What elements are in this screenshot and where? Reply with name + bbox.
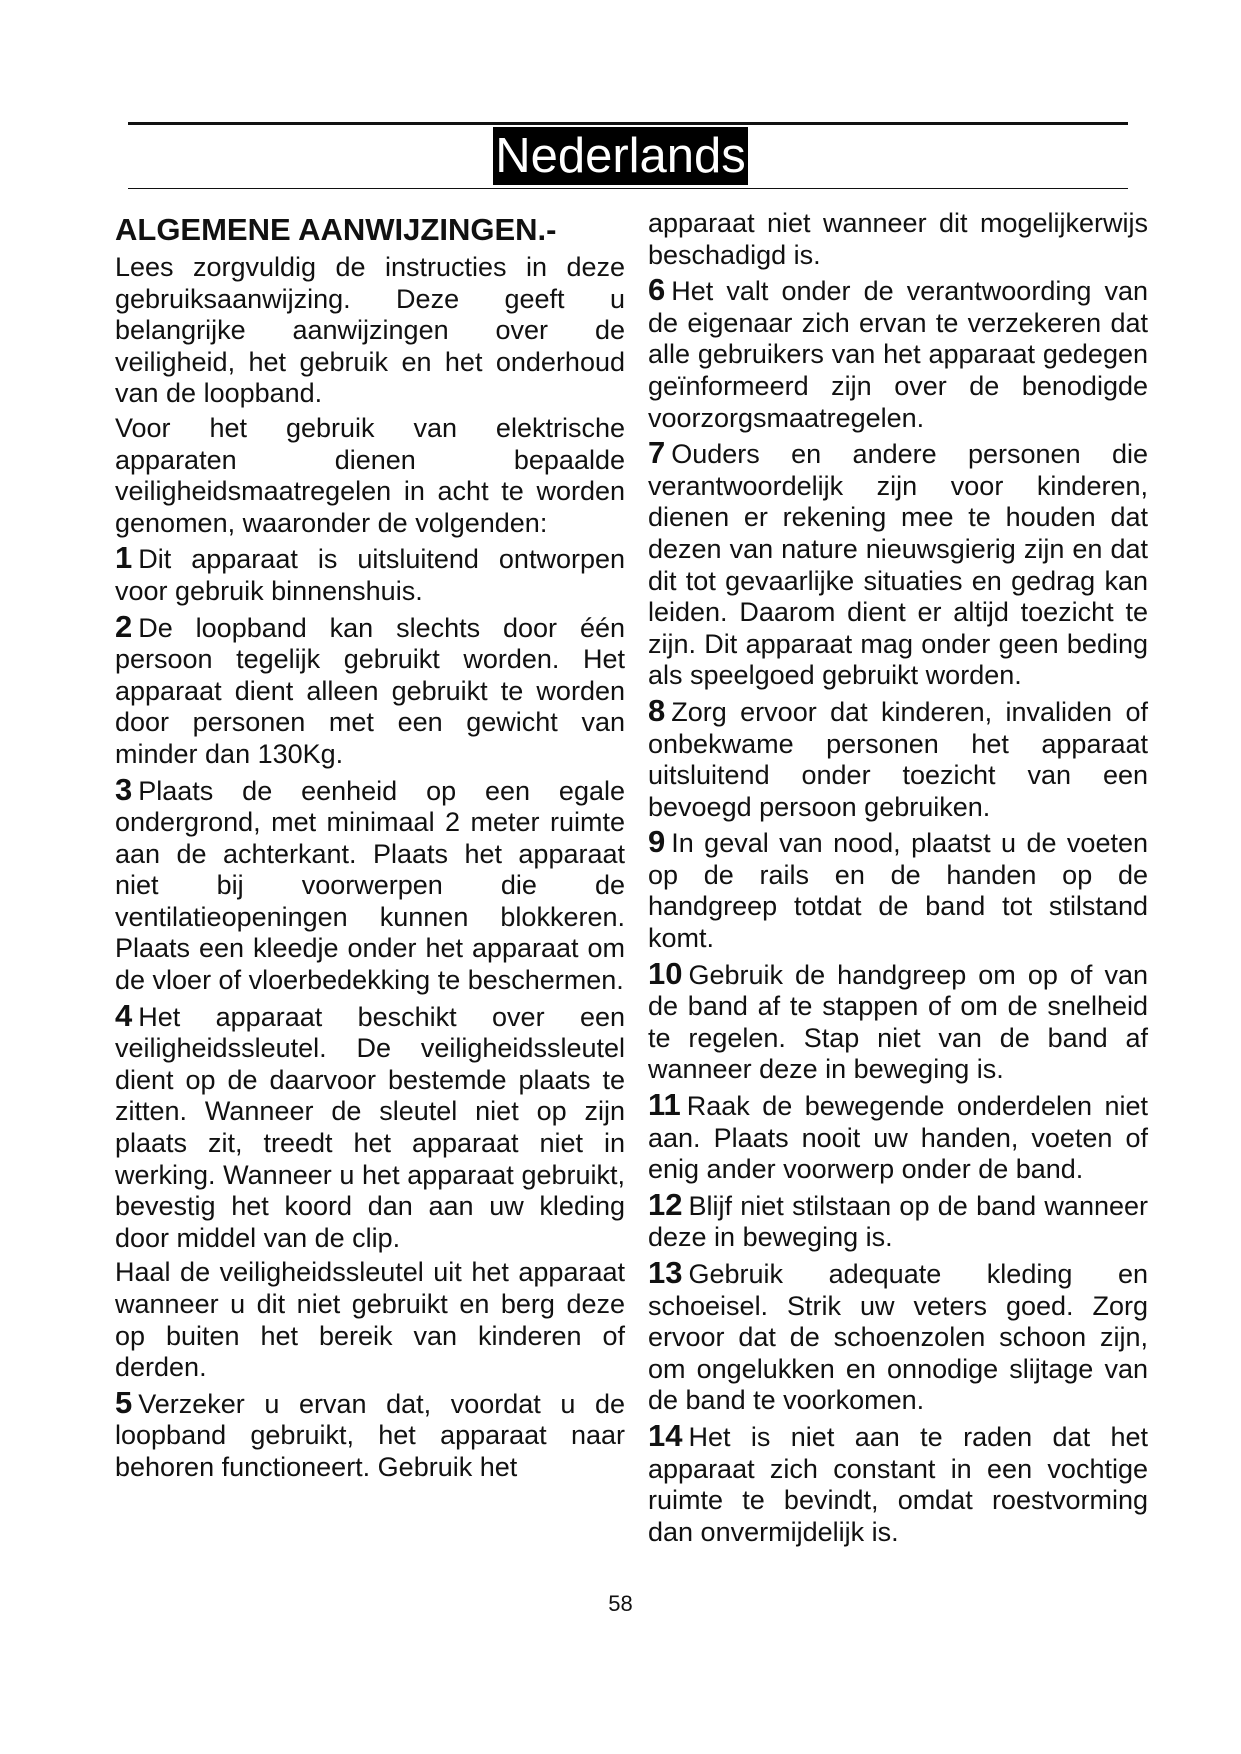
item-text: Het is niet aan te raden dat het apparaat zich constant in een vochtige ruimte te bevindt, omdat roestvorming dan onvermijdelijk is. xyxy=(648,1421,1148,1547)
list-item xyxy=(648,1257,1148,1417)
item-number: 5 xyxy=(115,1384,133,1420)
list-item xyxy=(115,1384,625,1484)
item-text: Het valt onder de verantwoording van de eigenaar zich ervan te verzekeren dat alle gebruikers van het apparaat gedegen geïnformeerd zijn over de benodigde voorzorgsmaatregelen. xyxy=(648,276,1148,433)
item-text: Ouders en andere personen die verantwoordelijk zijn voor kinderen, dienen er rekening mee te houden dat dezen van nature nieuwsgierig zijn en dat dit tot gevaarlijke situaties en gedrag kan leiden. Daarom dient er altijd toezicht te zijn. Dit apparaat mag onder geen beding als speelgoed gebruikt worden. xyxy=(648,439,1148,691)
item-text: Raak de bewegende onderdelen niet aan. Plaats nooit uw handen, voeten of enig ander voorwerp onder de band. xyxy=(648,1091,1148,1185)
item-text: Verzeker u ervan dat, voordat u de loopband gebruikt, het apparaat naar behoren functioneert. Gebruik het xyxy=(115,1388,625,1482)
intro-paragraph: Lees zorgvuldig de instructies in deze gebruiksaanwijzing. Deze geeft u belangrijke aanwijzingen over de veiligheid, het gebruik en het onderhoud van de loopband. xyxy=(115,252,625,409)
language-label: Nederlands xyxy=(495,129,746,183)
item-text: apparaat niet wanneer dit mogelijkerwijs beschadigd is. xyxy=(648,208,1148,270)
header-top-rule xyxy=(128,122,1128,125)
header-bottom-rule xyxy=(128,188,1128,189)
item-number: 7 xyxy=(648,435,666,471)
item-text: Blijf niet stilstaan op de band wanneer deze in beweging is. xyxy=(648,1190,1148,1253)
page-number: 58 xyxy=(608,1591,633,1616)
item-number: 2 xyxy=(115,608,133,644)
item-number: 6 xyxy=(648,272,666,308)
item-number: 10 xyxy=(648,955,683,991)
item-text: Plaats de eenheid op een egale ondergrond, met minimaal 2 meter ruimte aan de achterkant. Plaats het apparaat niet bij voorwerpen die de ventilatieopeningen kunnen blokkeren. Plaats een kleedje onder het apparaat om de vloer of vloerbedekking te beschermen. xyxy=(115,775,625,996)
right-column xyxy=(648,208,1148,1551)
item-text: Haal de veiligheidssleutel uit het apparaat wanneer u dit niet gebruikt en berg deze op buiten het bereik van kinderen of derden. xyxy=(115,1257,625,1383)
list-item xyxy=(115,542,625,607)
item-text: Zorg ervoor dat kinderen, invaliden of onbekwame personen het apparaat uitsluitend onder toezicht van een bevoegd persoon gebruiken. xyxy=(648,696,1148,822)
list-item-continuation xyxy=(115,1257,625,1383)
left-column xyxy=(115,208,625,1487)
item-number: 8 xyxy=(648,692,666,728)
list-item xyxy=(115,608,625,771)
language-header xyxy=(0,127,1241,185)
item-text: Gebruik adequate kleding en schoeisel. Strik uw veters goed. Zorg ervoor dat de schoenzolen schoon zijn, om ongelukken en onnodige slijtage van de band te voorkomen. xyxy=(648,1259,1148,1416)
item-number: 1 xyxy=(115,540,133,576)
item-number: 4 xyxy=(115,997,133,1033)
item-number: 14 xyxy=(648,1417,683,1453)
item-text: In geval van nood, plaatst u de voeten op de rails en de handen op de handgreep totdat de band tot stilstand komt. xyxy=(648,828,1148,954)
list-item xyxy=(648,692,1148,823)
item-number: 13 xyxy=(648,1255,683,1290)
intro-paragraph: Voor het gebruik van elektrische apparaten dienen bepaalde veiligheidsmaatregelen in acht te worden genomen, waaronder de volgenden: xyxy=(115,412,625,538)
item-text: Dit apparaat is uitsluitend ontworpen voor gebruik binnenshuis. xyxy=(115,544,625,606)
list-item-continuation xyxy=(648,208,1148,271)
list-item xyxy=(648,1186,1148,1254)
item-text: Het apparaat beschikt over een veiligheidssleutel. De veiligheidssleutel dient op de daarvoor bestemde plaats te zitten. Wanneer de sleutel niet op zijn plaats zit, treedt het apparaat niet in werking. Wanneer u het apparaat gebruikt, bevestig het koord dan aan uw kleding door middel van de clip. xyxy=(115,1001,625,1253)
item-number: 12 xyxy=(648,1186,683,1222)
list-item xyxy=(648,437,1148,692)
list-item xyxy=(115,771,625,997)
item-number: 11 xyxy=(648,1087,681,1123)
item-text: De loopband kan slechts door één persoon tegelijk gebruikt worden. Het apparaat dient alleen gebruikt te worden door personen met een gewicht van minder dan 130Kg. xyxy=(115,612,625,769)
item-number: 3 xyxy=(115,771,133,807)
item-number: 9 xyxy=(648,824,666,860)
list-item xyxy=(648,826,1148,954)
list-item xyxy=(648,955,1148,1086)
list-item xyxy=(648,1089,1148,1186)
item-text: Gebruik de handgreep om op of van de band af te stappen of om de snelheid te regelen. Stap niet van de band af wanneer deze in beweging is. xyxy=(648,959,1148,1085)
list-item xyxy=(115,997,625,1255)
list-item xyxy=(648,274,1148,434)
section-title: ALGEMENE AANWIJZINGEN.- xyxy=(115,212,557,247)
list-item xyxy=(648,1417,1148,1548)
